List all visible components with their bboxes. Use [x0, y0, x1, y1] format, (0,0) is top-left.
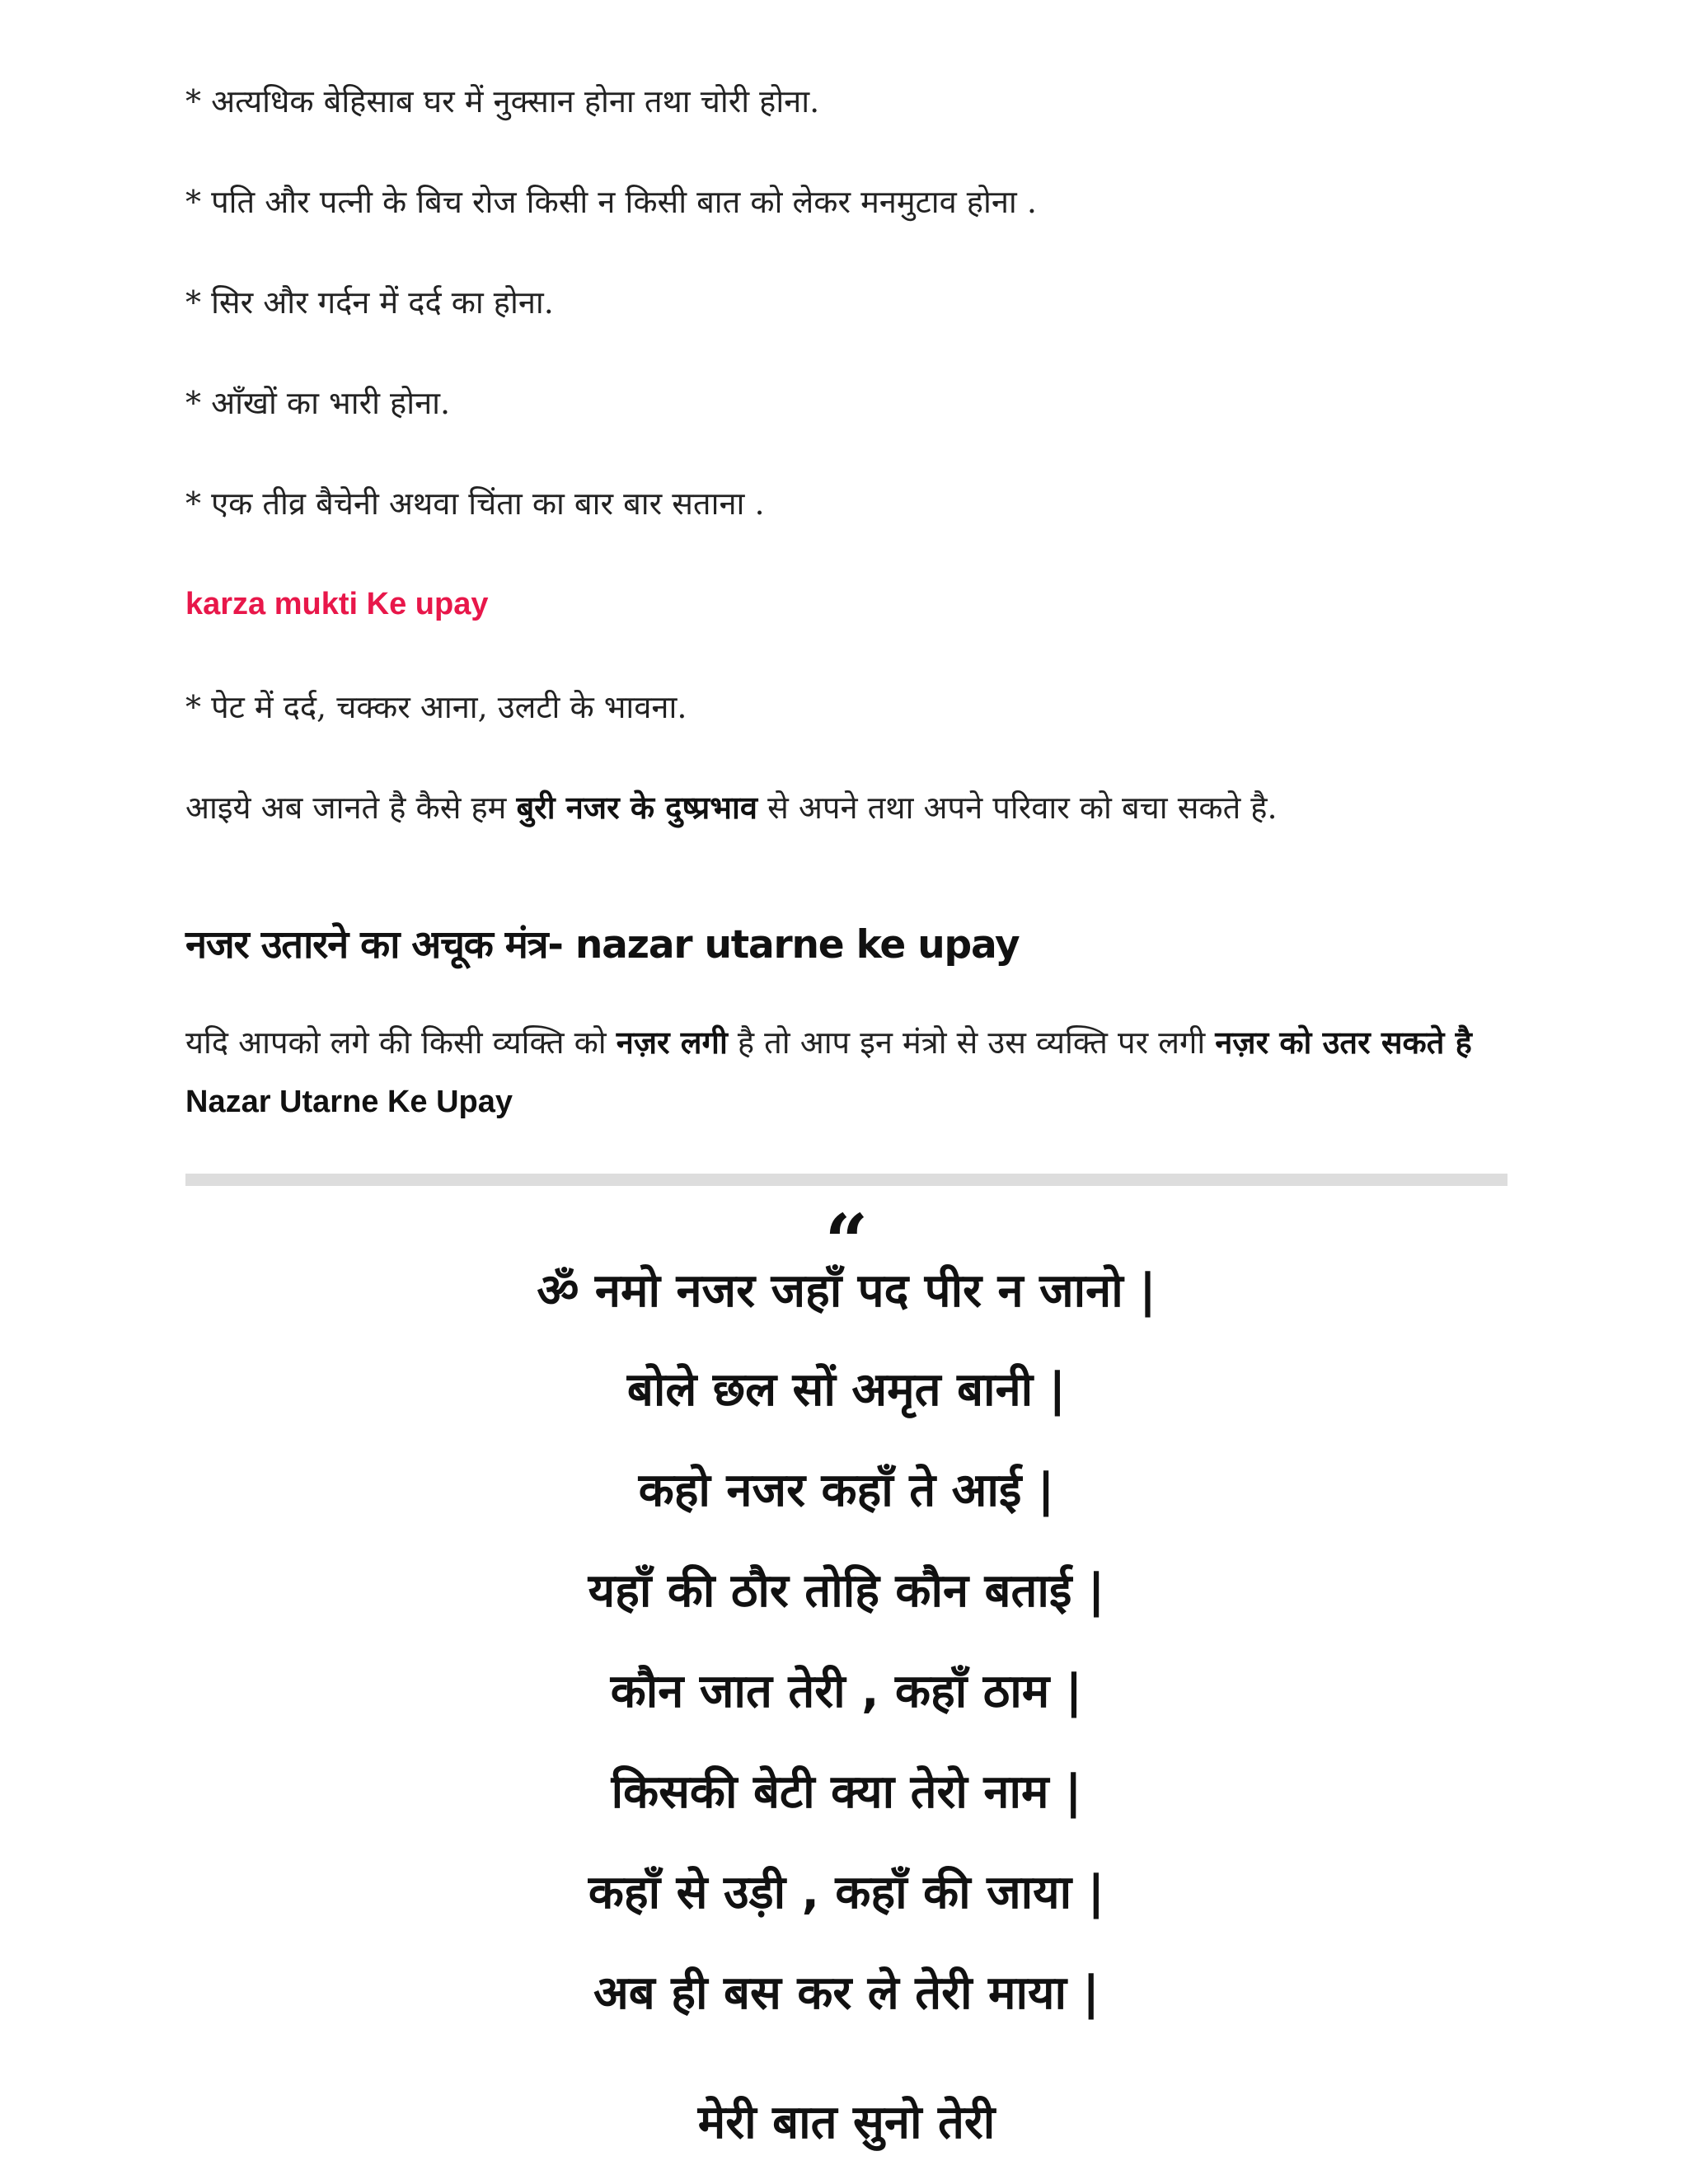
- symptom-item: * पेट में दर्द, चक्कर आना, उलटी के भावना.: [185, 689, 687, 725]
- mantra-line: अब ही बस कर ले तेरी माया |: [593, 1966, 1100, 2020]
- intro-paragraph: [185, 1014, 1508, 1131]
- blockquote-top-border: [185, 1174, 1507, 1186]
- symptom-item: * पति और पत्नी के बिच रोज किसी न किसी बात को लेकर मनमुटाव होना .: [185, 184, 1037, 220]
- symptom-item: * एक तीव्र बैचेनी अथवा चिंता का बार बार सताना .: [185, 485, 765, 522]
- related-post-link[interactable]: karza mukti Ke upay: [185, 587, 489, 621]
- section-heading: नजर उतारने का अचूक मंत्र- nazar utarne ke upay: [185, 922, 1020, 968]
- transition-text: से अपने तथा अपने परिवार को बचा सकते है.: [757, 790, 1278, 826]
- transition-paragraph: [185, 779, 1278, 837]
- mantra-line: मेरी बात सुनो तेरी: [697, 2096, 996, 2149]
- intro-bold: नज़र को उतर सकते है: [1215, 1024, 1472, 1061]
- mantra-line: बोले छल सों अमृत बानी |: [626, 1363, 1067, 1417]
- mantra-line-clipped: [185, 2090, 1507, 2149]
- mantra-line: कहाँ से उड़ी , कहाँ की जाया |: [588, 1866, 1105, 1919]
- transition-text: आइये अब जानते है कैसे हम: [185, 790, 517, 826]
- intro-text: यदि आपको लगे की किसी व्यक्ति को: [185, 1024, 617, 1061]
- transition-bold: बुरी नजर के दुष्प्रभाव: [516, 790, 757, 826]
- symptom-item: * आँखों का भारी होना.: [185, 385, 451, 421]
- mantra-line: ॐ नमो नजर जहाँ पद पीर न जानो |: [537, 1264, 1156, 1318]
- mantra-line: किसकी बेटी क्या तेरो नाम |: [611, 1765, 1082, 1819]
- mantra-line: कौन जात तेरी , कहाँ ठाम |: [610, 1665, 1083, 1718]
- intro-bold-latin: Nazar Utarne Ke Upay: [185, 1085, 513, 1119]
- quote-mark-icon: “: [824, 1197, 869, 1286]
- mantra-line: यहाँ की ठौर तोहि कौन बताई |: [588, 1564, 1105, 1618]
- intro-bold: नज़र लगी: [616, 1024, 728, 1061]
- symptom-item: * अत्यधिक बेहिसाब घर में नुक्सान होना तथा चोरी होना.: [185, 83, 820, 120]
- mantra-blockquote: [185, 1186, 1507, 2184]
- mantra-line: कहो नजर कहाँ ते आई |: [638, 1464, 1055, 1517]
- intro-text: है तो आप इन मंत्रो से उस व्यक्ति पर लगी: [727, 1024, 1216, 1061]
- symptom-item: * सिर और गर्दन में दर्द का होना.: [185, 284, 554, 321]
